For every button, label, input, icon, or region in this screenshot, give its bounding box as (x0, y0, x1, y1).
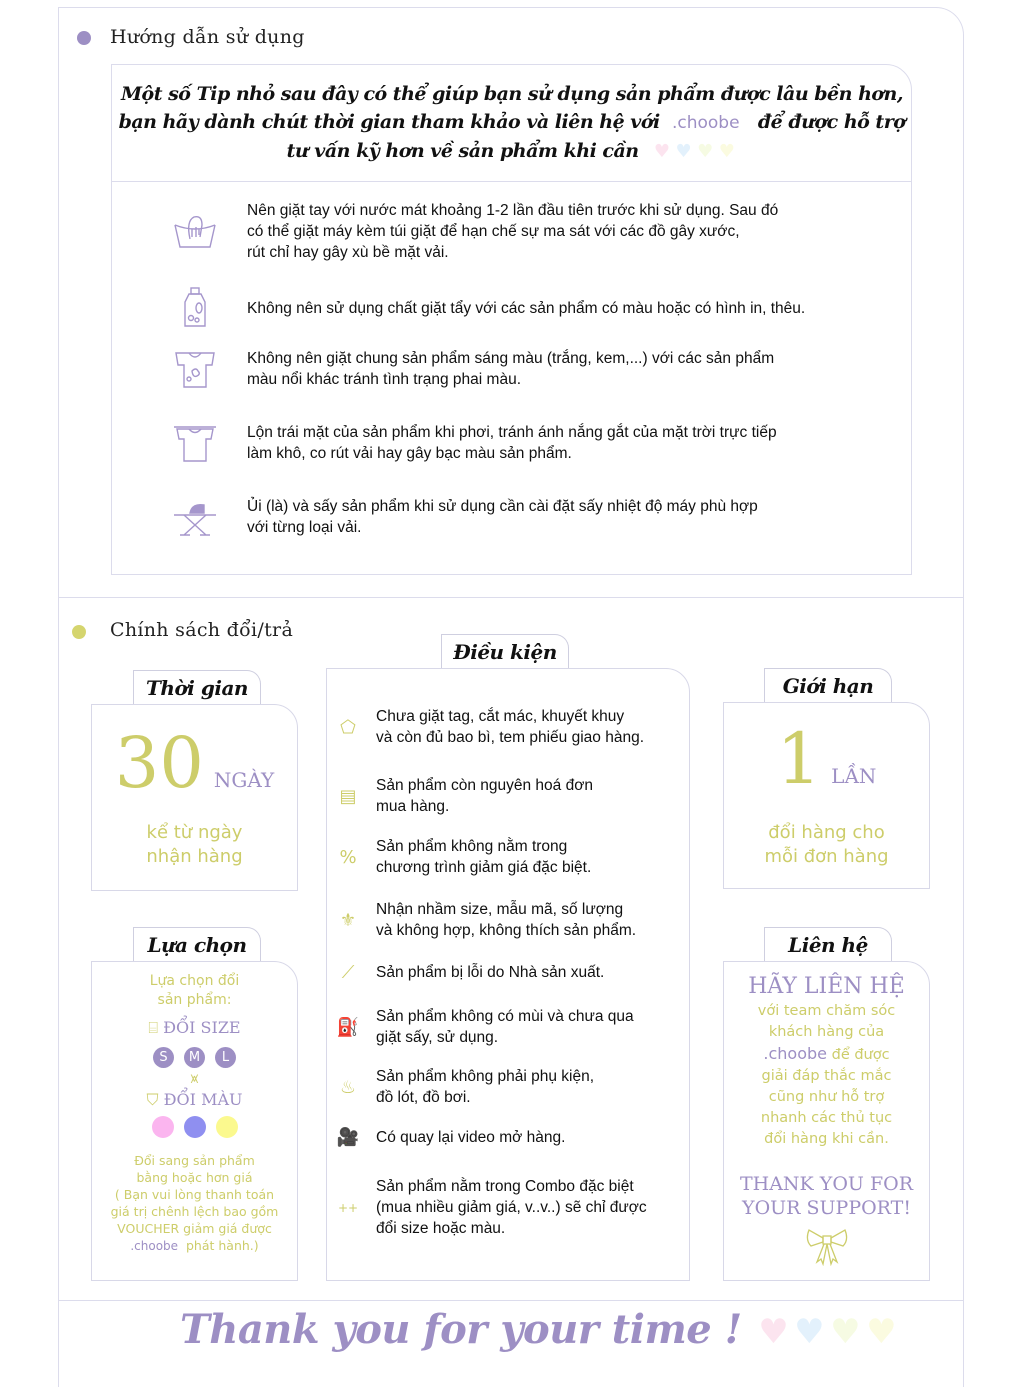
condition-text: Sản phẩm không phải phụ kiện, đồ lót, đồ bơi. (376, 1068, 595, 1106)
tip-item (160, 196, 900, 266)
condition-text: Sản phẩm không nằm trong chương trình giảm giá đặc biệt. (376, 838, 592, 876)
needle-icon: ⟋ (341, 962, 355, 983)
condition-item (330, 775, 688, 817)
brand-logo: .choobe (763, 1044, 827, 1063)
intro-text: tư vấn kỹ hơn về sản phẩm khi cần (286, 140, 639, 162)
tab-contact: Liên hệ (764, 927, 892, 962)
tip-item (160, 419, 900, 467)
intro-text: bạn hãy dành chút thời gian tham khảo và liên hệ với (118, 111, 660, 133)
tips-intro (112, 80, 912, 166)
condition-text: Sản phẩm không có mùi và chưa qua giặt sấy, sử dụng. (376, 1008, 634, 1046)
brand-logo: .choobe (130, 1239, 179, 1253)
condition-text: Chưa giặt tag, cắt mác, khuyết khuy và còn đủ bao bì, tem phiếu giao hàng. (376, 708, 645, 746)
hand-wash-icon (160, 211, 230, 251)
size-label: ĐỔI SIZE (163, 1018, 241, 1037)
options-intro: Lựa chọn đổi sản phẩm: (149, 973, 240, 1008)
time-unit: NGÀY (213, 768, 275, 792)
tab-limit: Giới hạn (764, 668, 892, 703)
contact-text: với team chăm sóc khách hàng của (757, 1003, 896, 1040)
contact-text: giải đáp thắc mắc cũng như hỗ trợ nhanh các thủ tục đổi hàng khi cần. (760, 1068, 893, 1147)
hanging-shirt-icon (160, 423, 230, 463)
limit-unit: LẦN (831, 764, 877, 788)
video-camera-icon: 🎥 (336, 1127, 360, 1148)
stained-shirt-icon (160, 349, 230, 389)
thanks-support: THANK YOU FOR YOUR SUPPORT! (739, 1173, 914, 1219)
heart-icon: ♥ (866, 1312, 897, 1352)
footer-divider (59, 1300, 963, 1301)
limit-card (723, 702, 930, 889)
contact-brand-line (724, 1043, 929, 1066)
tip-item (160, 284, 900, 332)
condition-item (330, 1066, 688, 1108)
tip-text: Lộn trái mặt của sản phẩm khi phơi, tránh ánh nắng gắt của mặt trời trực tiếp làm khô, co rút vải hay gây bạc màu sản phẩm. (247, 424, 777, 462)
footer-thanks (180, 1306, 899, 1353)
condition-item (330, 1006, 688, 1048)
tip-item (160, 493, 900, 541)
measuring-tape-icon: ⌸ (148, 1018, 158, 1037)
options-note-end (92, 1237, 297, 1255)
heart-icon: ♥ (830, 1312, 861, 1352)
percent-icon: % (339, 846, 357, 868)
heart-icon: ♥ (697, 141, 713, 162)
time-figure (92, 723, 297, 803)
heart-icon: ♥ (718, 141, 735, 162)
perfume-icon: ⛽ (336, 1016, 360, 1038)
intro-text: để được hỗ trợ (757, 111, 906, 133)
bow-icon (724, 1226, 929, 1270)
contact-heading: HÃY LIÊN HỆ (748, 974, 905, 999)
options-note: Đổi sang sản phẩm bằng hoặc hơn giá ( Bạn vui lòng thanh toán giá trị chênh lệch bao gồm VOUCHER giảm giá được (110, 1153, 279, 1236)
ironing-board-icon (160, 497, 230, 537)
color-row (92, 1090, 297, 1110)
size-option-m: M (184, 1047, 205, 1068)
time-number: 30 (114, 722, 204, 804)
invoice-icon: ▤ (339, 785, 357, 807)
tip-text: Không nên giặt chung sản phẩm sáng màu (trắng, kem,...) với các sản phẩm màu nổi khác tránh tình trạng phai màu. (247, 350, 775, 388)
condition-item (330, 962, 688, 983)
color-swatch (184, 1116, 206, 1138)
section-bullet (72, 625, 86, 639)
limit-figure (724, 719, 929, 799)
contact-card (723, 961, 930, 1281)
detergent-bottle-icon (160, 286, 230, 330)
size-options (92, 1046, 297, 1068)
heart-icon: ♥ (675, 141, 692, 162)
limit-desc: đổi hàng cho mỗi đơn hàng (764, 822, 889, 867)
divider (112, 181, 911, 182)
condition-item (330, 706, 688, 748)
socks-icon: ♨ (339, 1076, 357, 1098)
section-divider (59, 597, 963, 598)
heart-icon: ♥ (794, 1312, 825, 1352)
plus-plus-icon: ++ (337, 1200, 359, 1215)
clothes-icon: ⚜ (339, 909, 357, 931)
time-desc: kể từ ngày nhận hàng (146, 822, 243, 867)
color-swatch (216, 1116, 238, 1138)
tip-text: Ủi (là) và sấy sản phẩm khi sử dụng cần cài đặt sấy nhiệt độ máy phù hợp với từng loại vải. (247, 498, 758, 536)
tag-icon: ⬠ (340, 716, 356, 738)
tip-text: Nên giặt tay với nước mát khoảng 1-2 lần đầu tiên trước khi sử dụng. Sau đó có thể giặt máy kèm túi giặt để hạn chế sự ma sát với các đồ gây xước, rút chỉ hay gây xù bề mặt vải. (247, 201, 779, 261)
condition-text: Sản phẩm còn nguyên hoá đơn mua hàng. (376, 777, 593, 815)
shirt-icon: ⛉ (146, 1090, 159, 1109)
contact-text: để được (831, 1047, 890, 1063)
color-options (92, 1116, 297, 1142)
tip-item (160, 345, 900, 393)
condition-item (330, 899, 688, 941)
condition-item (330, 836, 688, 878)
condition-text: Sản phẩm bị lỗi do Nhà sản xuất. (376, 964, 605, 981)
section-title-policy: Chính sách đổi/trả (110, 619, 294, 641)
tab-conditions: Điều kiện (441, 634, 569, 669)
limit-number: 1 (776, 718, 822, 800)
size-option-l: L (215, 1047, 236, 1068)
intro-line: Một số Tip nhỏ sau đây có thể giúp bạn sử dụng sản phẩm được lâu bền hơn, (121, 83, 903, 105)
condition-text: Nhận nhầm size, mẫu mã, số lượng và không hợp, không thích sản phẩm. (376, 901, 637, 939)
color-label: ĐỔI MÀU (163, 1090, 243, 1109)
options-card (91, 961, 298, 1281)
heart-icon: ♥ (653, 141, 670, 162)
intro-line (112, 108, 912, 137)
condition-item (330, 1176, 688, 1239)
tip-text: Không nên sử dụng chất giặt tẩy với các sản phẩm có màu hoặc có hình in, thêu. (247, 299, 806, 317)
size-option-s: S (153, 1047, 174, 1068)
note-end: phát hành.) (185, 1238, 259, 1253)
section-title-guide: Hướng dẫn sử dụng (110, 26, 305, 48)
footer-text: Thank you for your time ! (180, 1306, 742, 1353)
size-row (92, 1018, 297, 1038)
swap-arrows-icon: ⩙ (190, 1071, 199, 1087)
brand-logo: .choobe (671, 113, 740, 133)
condition-item (330, 1127, 688, 1148)
time-card (91, 704, 298, 891)
color-swatch (152, 1116, 174, 1138)
condition-text: Sản phẩm nằm trong Combo đặc biệt (mua nhiều giảm giá, v..v..) sẽ chỉ được đổi size hoặc màu. (376, 1178, 647, 1237)
intro-line (112, 137, 912, 166)
tab-time: Thời gian (133, 670, 261, 705)
tab-options: Lựa chọn (133, 927, 261, 962)
condition-text: Có quay lại video mở hàng. (376, 1129, 566, 1146)
section-bullet (77, 31, 91, 45)
heart-icon: ♥ (758, 1312, 789, 1352)
